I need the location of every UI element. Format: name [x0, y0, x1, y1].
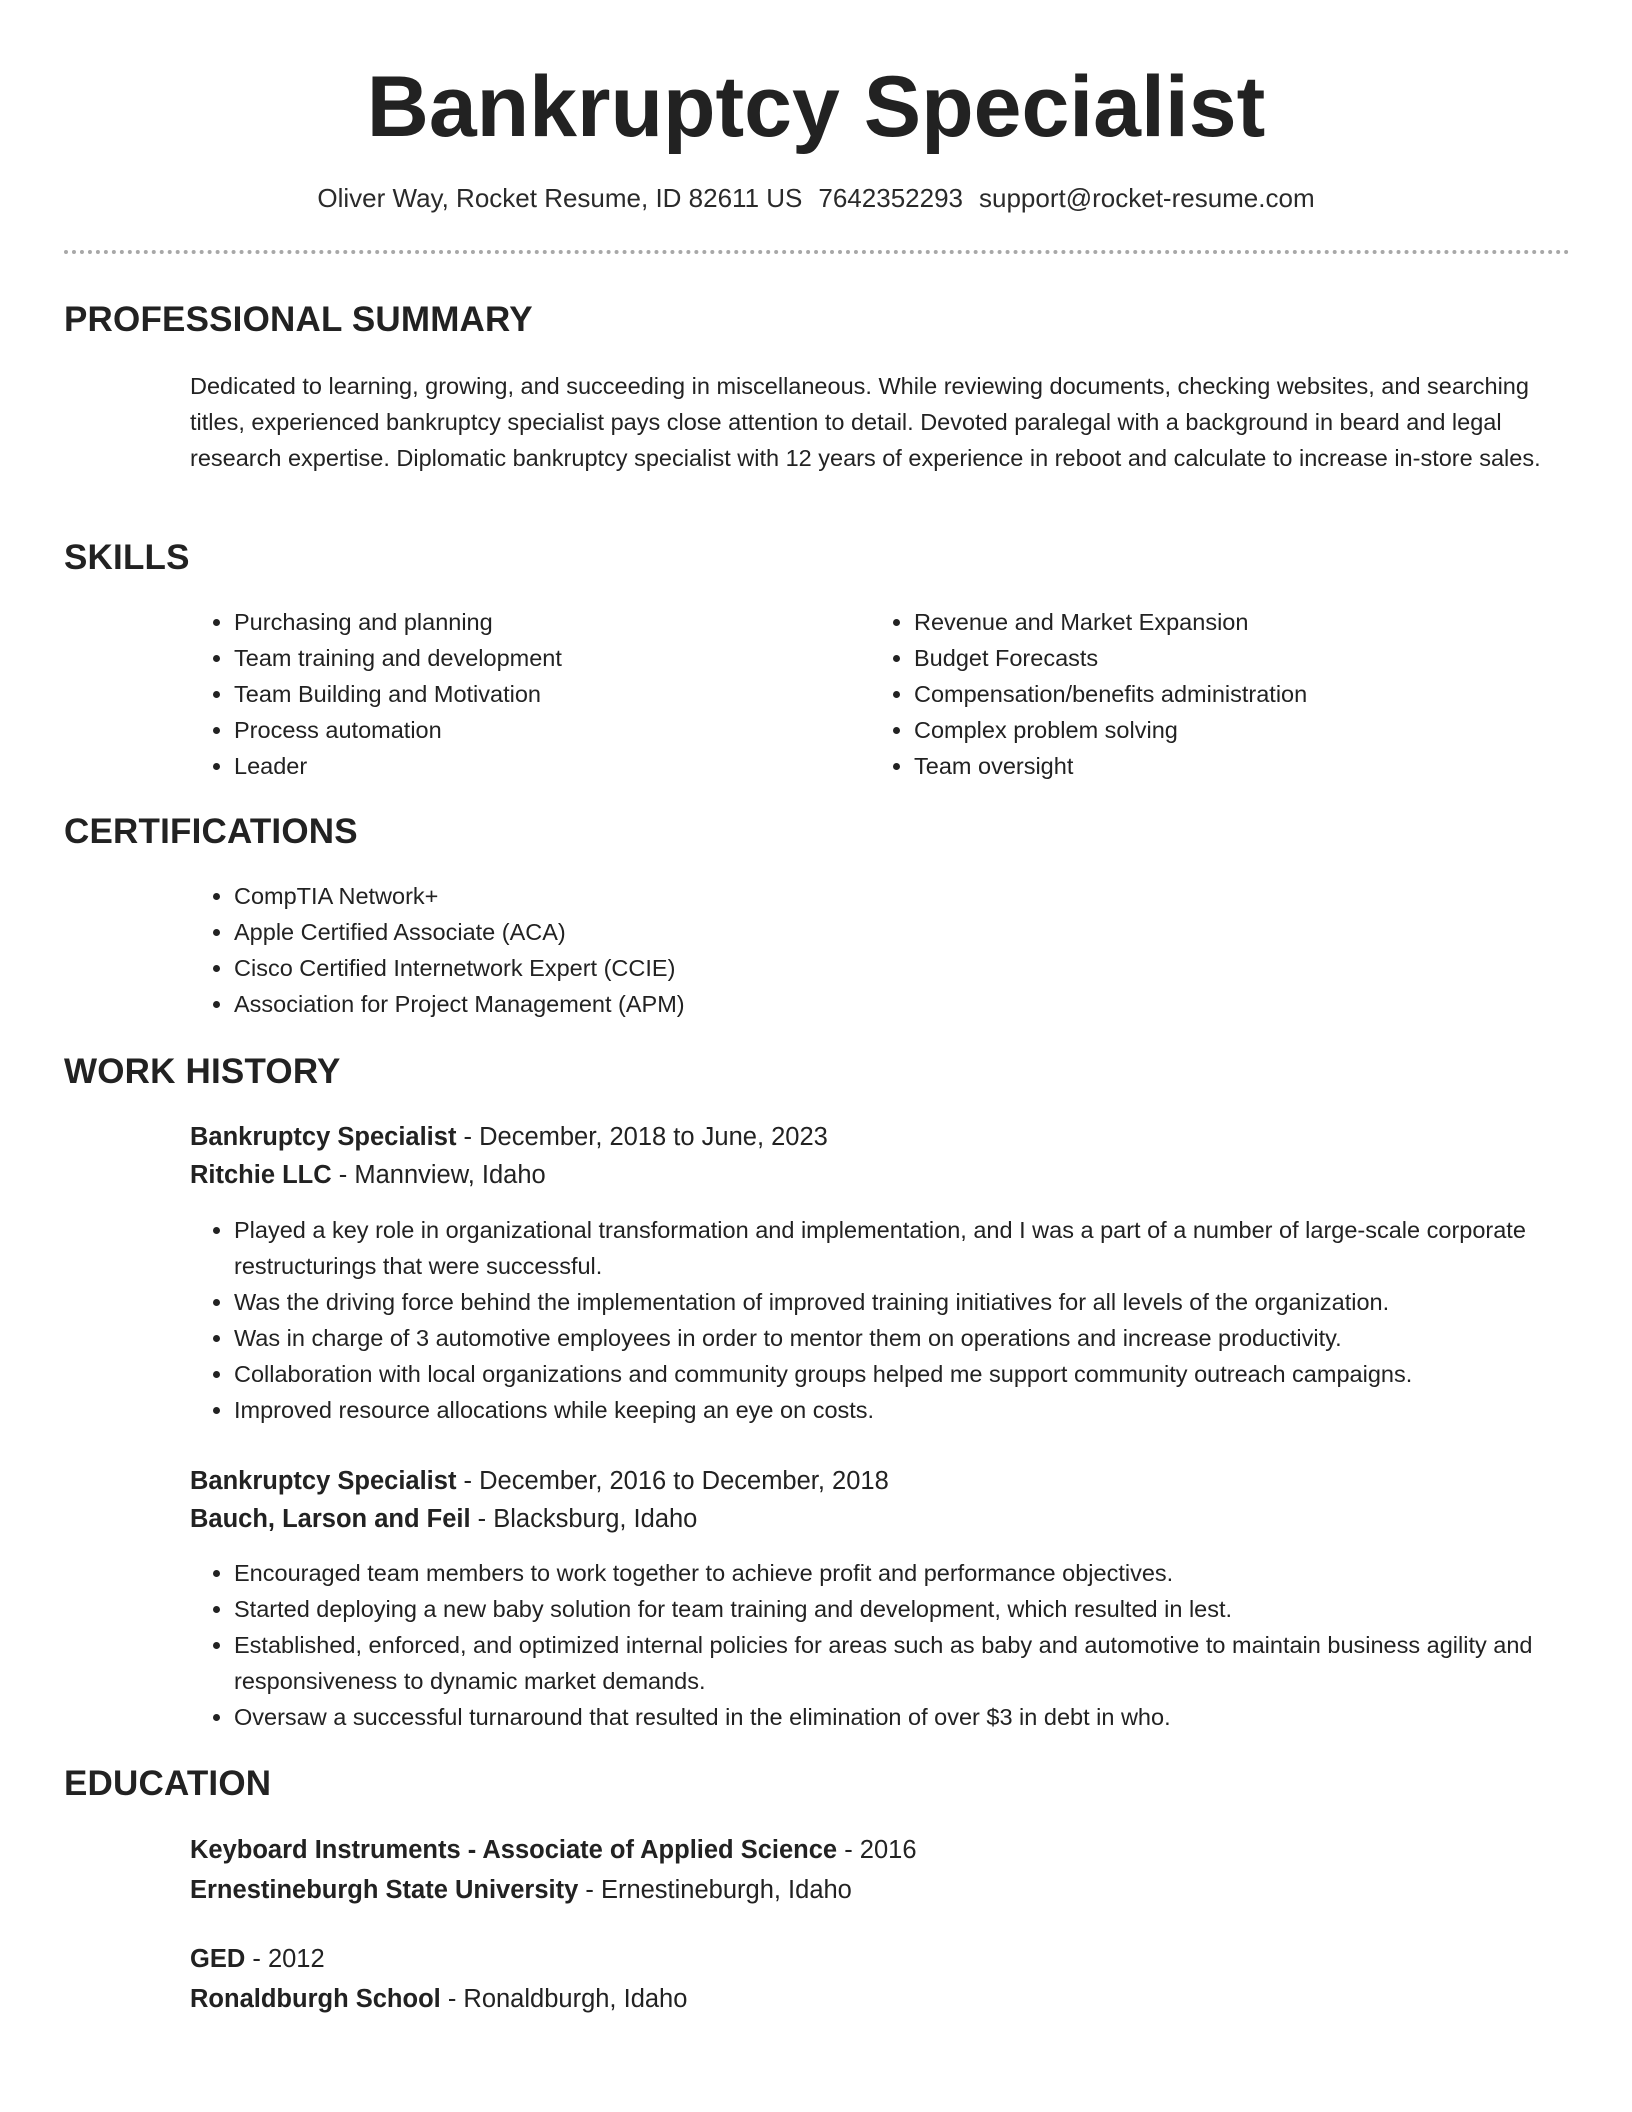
education-degree: GED	[190, 1945, 246, 1973]
skills-list-left	[190, 604, 854, 784]
resume-name: Bankruptcy Specialist	[366, 59, 1266, 155]
job-role: Bankruptcy Specialist	[190, 1467, 457, 1495]
education-location: Ronaldburgh, Idaho	[463, 1985, 688, 2013]
education-school-line: Ronaldburgh School - Ronaldburgh, Idaho	[190, 1985, 688, 2013]
list-item: • Collaboration with local organizations and community groups helped me support community outreach campaigns.	[234, 1356, 1610, 1392]
list-item: • CompTIA Network+	[234, 878, 1594, 914]
job-company-line: Bauch, Larson and Feil - Blacksburg, Idaho	[190, 1505, 698, 1533]
list-item: • Team oversight	[914, 748, 1594, 784]
education-year: 2016	[859, 1836, 917, 1864]
contact-email: support@rocket-resume.com	[979, 183, 1315, 213]
education-school: Ronaldburgh School	[190, 1985, 441, 2013]
job-location: Blacksburg, Idaho	[493, 1505, 698, 1533]
job-location: Mannview, Idaho	[354, 1161, 546, 1189]
list-item: • Apple Certified Associate (ACA)	[234, 914, 1594, 950]
contact-phone: 7642352293	[818, 183, 963, 213]
list-item: • Team training and development	[234, 640, 854, 676]
job-dates: December, 2018 to June, 2023	[479, 1123, 828, 1151]
summary-text: Dedicated to learning, growing, and succeeding in miscellaneous. While reviewing documents, checking websites, and searching titles, experienced bankruptcy specialist pays close attention to detail. Devoted paralegal with a background in beard and legal research expertise. Diplomatic bankruptcy specialist with 12 years of experience in reboot and calculate to increase in-store sales.	[190, 373, 1541, 471]
list-item: • Revenue and Market Expansion	[914, 604, 1594, 640]
contact-line	[0, 180, 1632, 216]
list-item: • Process automation	[234, 712, 854, 748]
job-bullets	[190, 1212, 1610, 1428]
job-bullets	[190, 1555, 1610, 1735]
list-item: • Established, enforced, and optimized internal policies for areas such as baby and automotive to maintain business agility and responsiveness to dynamic market demands.	[234, 1627, 1610, 1699]
job-title-line: Bankruptcy Specialist - December, 2018 to June, 2023	[190, 1123, 828, 1151]
section-title-skills: SKILLS	[64, 538, 190, 577]
education-degree: Keyboard Instruments - Associate of Applied Science	[190, 1836, 838, 1864]
list-item: • Encouraged team members to work together to achieve profit and performance objectives.	[234, 1555, 1610, 1591]
list-item: • Was in charge of 3 automotive employees in order to mentor them on operations and increase productivity.	[234, 1320, 1610, 1356]
header-divider	[64, 250, 1570, 254]
list-item: • Played a key role in organizational transformation and implementation, and I was a part of a number of large-scale corporate restructurings that were successful.	[234, 1212, 1610, 1284]
list-item: • Oversaw a successful turnaround that resulted in the elimination of over $3 in debt in who.	[234, 1699, 1610, 1735]
section-title-education: EDUCATION	[64, 1764, 272, 1803]
list-item: • Was the driving force behind the implementation of improved training initiatives for all levels of the organization.	[234, 1284, 1610, 1320]
list-item: • Leader	[234, 748, 854, 784]
job-company-line: Ritchie LLC - Mannview, Idaho	[190, 1161, 546, 1189]
section-title-certifications: CERTIFICATIONS	[64, 812, 358, 851]
job-company: Ritchie LLC	[190, 1161, 332, 1189]
certifications-list	[190, 878, 1594, 1022]
skills-list-right	[870, 604, 1594, 784]
job-role: Bankruptcy Specialist	[190, 1123, 457, 1151]
education-school-line: Ernestineburgh State University - Ernestineburgh, Idaho	[190, 1876, 852, 1904]
list-item: • Association for Project Management (APM)	[234, 986, 1594, 1022]
education-degree-line: Keyboard Instruments - Associate of Applied Science - 2016	[190, 1836, 917, 1864]
list-item: • Budget Forecasts	[914, 640, 1594, 676]
contact-address: Oliver Way, Rocket Resume, ID 82611 US	[317, 183, 803, 213]
education-school: Ernestineburgh State University	[190, 1876, 579, 1904]
education-location: Ernestineburgh, Idaho	[600, 1876, 852, 1904]
list-item: • Started deploying a new baby solution for team training and development, which resulted in lest.	[234, 1591, 1610, 1627]
list-item: • Compensation/benefits administration	[914, 676, 1594, 712]
list-item: • Complex problem solving	[914, 712, 1594, 748]
education-year: 2012	[267, 1945, 325, 1973]
section-title-work-history: WORK HISTORY	[64, 1052, 341, 1091]
list-item: • Cisco Certified Internetwork Expert (CCIE)	[234, 950, 1594, 986]
job-dates: December, 2016 to December, 2018	[479, 1467, 889, 1495]
list-item: • Improved resource allocations while keeping an eye on costs.	[234, 1392, 1610, 1428]
job-company: Bauch, Larson and Feil	[190, 1505, 471, 1533]
list-item: • Purchasing and planning	[234, 604, 854, 640]
job-title-line: Bankruptcy Specialist - December, 2016 to December, 2018	[190, 1467, 889, 1495]
list-item: • Team Building and Motivation	[234, 676, 854, 712]
education-degree-line: GED - 2012	[190, 1945, 325, 1973]
section-title-summary: PROFESSIONAL SUMMARY	[64, 300, 533, 339]
